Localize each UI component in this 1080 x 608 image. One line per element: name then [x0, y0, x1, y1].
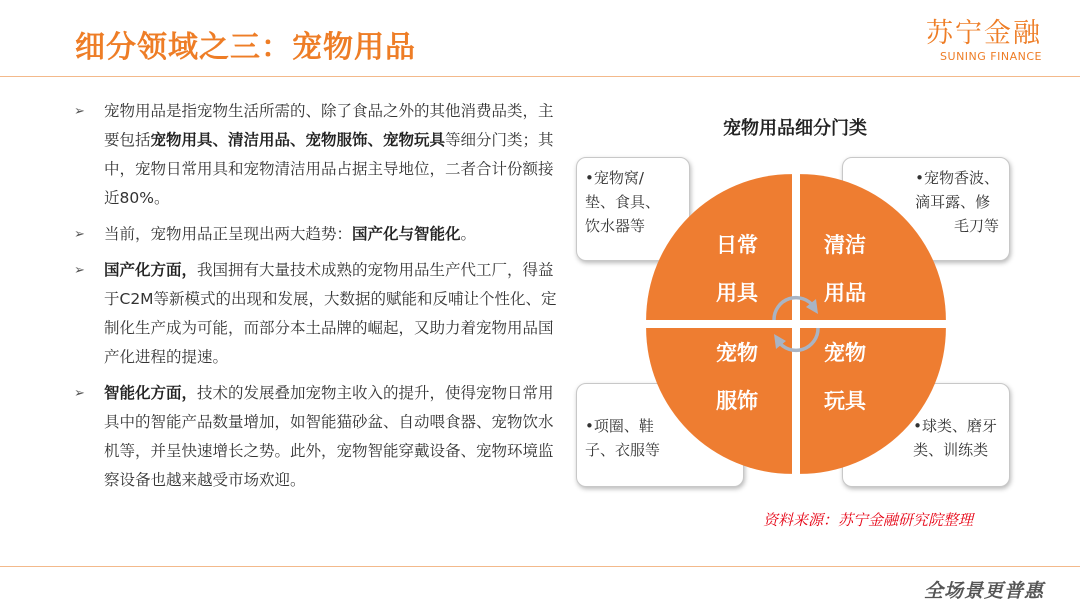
examples-line: 滴耳露、修	[915, 193, 991, 211]
examples-line: •项圈、鞋	[585, 417, 654, 435]
examples-line: •宠物窝/	[585, 169, 644, 187]
examples-line: 子、衣服等	[585, 441, 661, 459]
footer-divider	[0, 566, 1080, 567]
bullet-item	[74, 379, 564, 495]
bullet-text: 宠物用品是指宠物生活所需的、除了食品之外的其他消费品类，主要包括	[104, 102, 554, 149]
bullet-text: 当前，宠物用品正呈现出两大趋势：	[104, 225, 353, 243]
brand-logo	[926, 18, 1042, 64]
bullet-text: 等细分门类；其中，宠物日常用具和宠物清洁用品占据主导地位，二者合计份额接近80%。	[104, 131, 554, 207]
quadrant-label-daily: 日常 用具	[716, 233, 758, 305]
examples-line: 饮水器等	[585, 217, 646, 235]
bullet-bold-text: 国产化与智能化	[352, 225, 461, 243]
examples-line: 垫、食具、	[585, 193, 661, 211]
bullet-item	[74, 220, 564, 249]
quadrant-label-toys: 宠物 玩具	[824, 341, 866, 413]
bullet-item	[74, 97, 564, 213]
footer-slogan: 全场景更普惠	[923, 580, 1044, 602]
header-divider	[0, 76, 1080, 77]
bullet-item	[74, 256, 564, 372]
logo-cn: 苏宁金融	[926, 18, 1042, 49]
examples-line: •宠物香波、	[915, 169, 999, 187]
bullet-bold-text: 国产化方面，	[104, 261, 198, 279]
bullet-bold-text: 宠物用具、清洁用品、宠物服饰、宠物玩具	[150, 131, 446, 149]
bullet-list	[74, 97, 564, 502]
bullet-text: 。	[460, 225, 477, 243]
category-wheel	[646, 174, 946, 474]
bullet-text: 我国拥有大量技术成熟的宠物用品生产代工厂，得益于C2M等新模式的出现和发展，大数据的赋能和反哺让个性化、定制化生产成为可能，而部分本土品牌的崛起，又助力着宠物用品国产化进程的提速。	[104, 261, 557, 366]
quadrant-label-apparel: 宠物 服饰	[716, 341, 758, 413]
examples-line: 毛刀等	[953, 217, 999, 235]
bullet-text: 技术的发展叠加宠物主收入的提升，使得宠物日常用具中的智能产品数量增加，如智能猫砂盆、自动喂食器、宠物饮水机等，并呈快速增长之势。此外，宠物智能穿戴设备、宠物环境监察设备也越来越受市场欢迎。	[104, 384, 554, 489]
examples-line: 类、训练类	[913, 441, 989, 459]
examples-line: •球类、磨牙	[913, 417, 997, 435]
logo-en: SUNING FINANCE	[940, 50, 1042, 63]
bullet-bold-text: 智能化方面，	[104, 384, 198, 402]
quadrant-label-cleaning: 清洁 用品	[824, 233, 866, 305]
page-title: 细分领域之三：宠物用品	[75, 30, 416, 65]
source-note: 资料来源：苏宁金融研究院整理	[763, 511, 974, 529]
diagram-title: 宠物用品细分门类	[723, 118, 867, 139]
